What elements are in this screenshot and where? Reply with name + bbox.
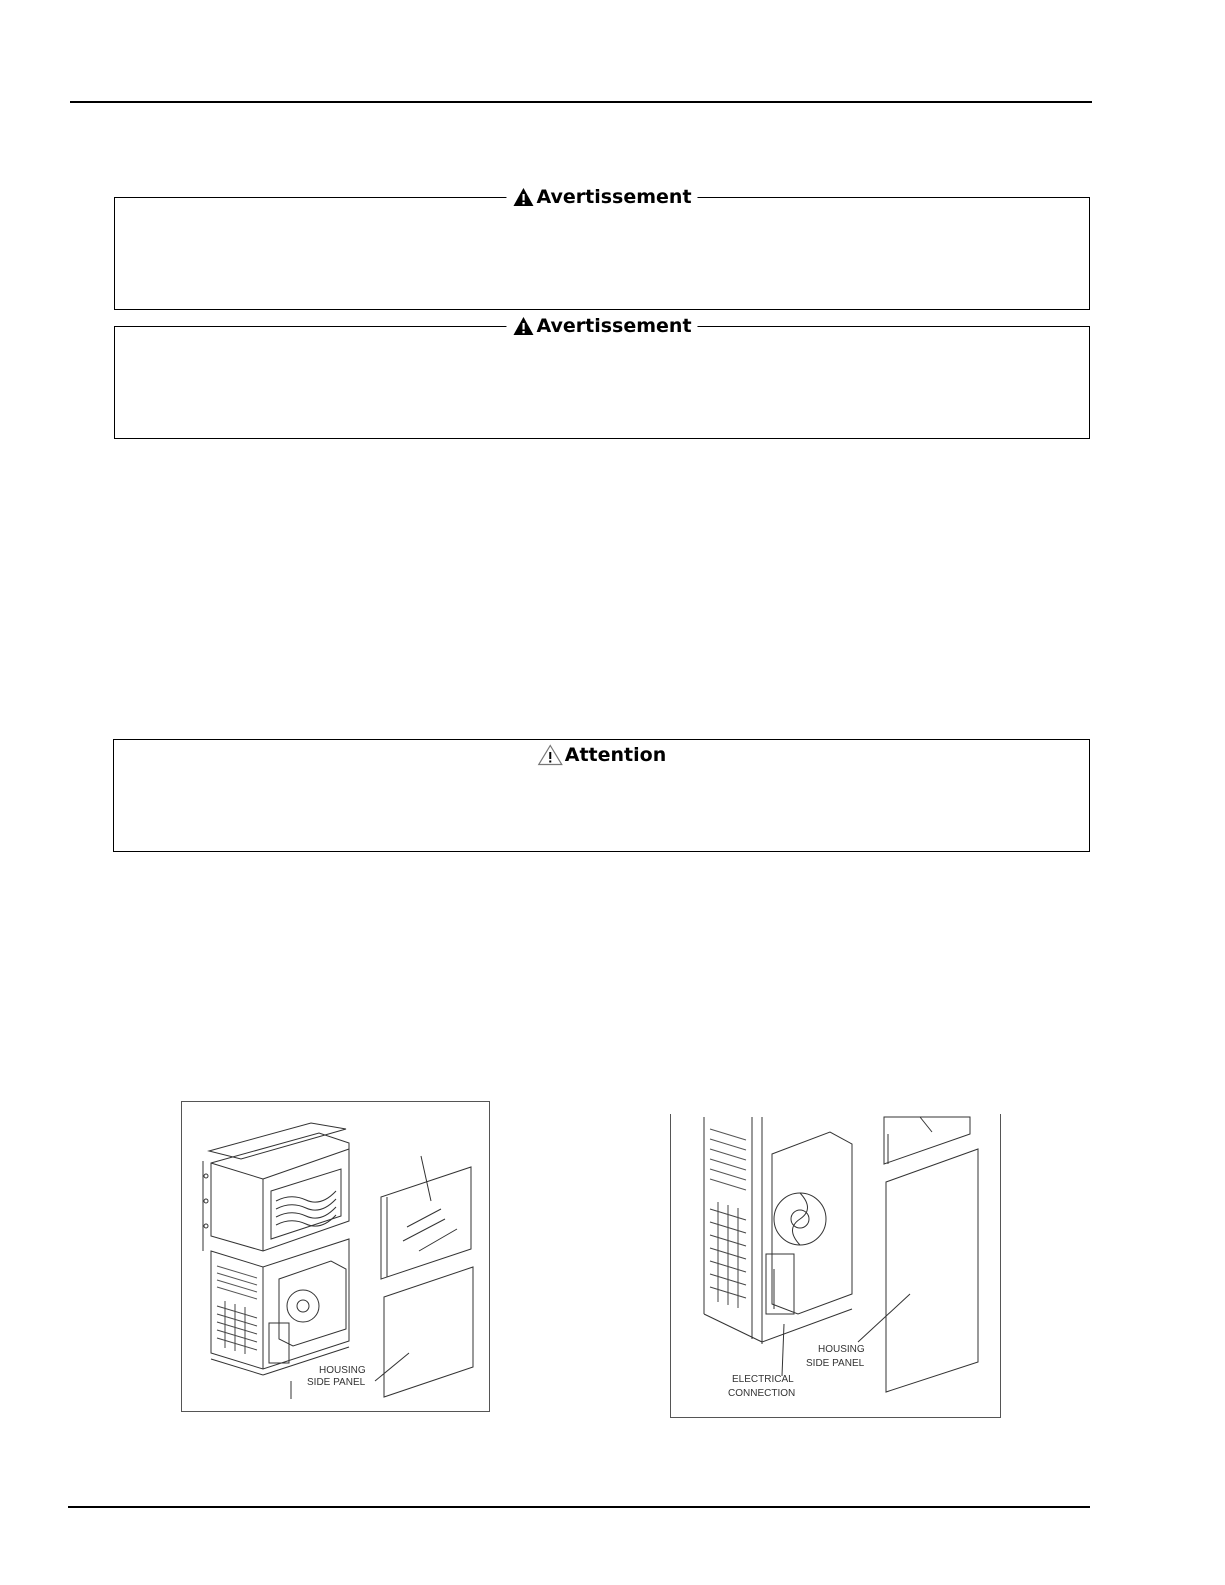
warning-title-2	[506, 313, 697, 339]
figure-unit-detail	[670, 1114, 1001, 1418]
right-callout-housing: HOUSING	[818, 1344, 865, 1355]
left-callout-side-panel: SIDE PANEL	[307, 1377, 366, 1388]
warning-box-1	[114, 186, 1090, 310]
right-callout-side-panel: SIDE PANEL	[806, 1358, 865, 1369]
warning-title-text-1: Avertissement	[536, 186, 692, 208]
caution-title-1	[531, 742, 672, 768]
header-rule	[70, 101, 1092, 103]
warning-title-1	[506, 184, 697, 210]
warning-box-2	[114, 315, 1090, 439]
figure-unit-exploded	[181, 1101, 490, 1412]
footer-rule	[68, 1506, 1090, 1508]
warning-title-text-2: Avertissement	[536, 315, 692, 337]
unit-detail-drawing	[670, 1114, 1001, 1418]
warning-filled-icon	[512, 187, 534, 207]
right-callout-connection: CONNECTION	[728, 1388, 796, 1399]
unit-exploded-drawing	[181, 1101, 490, 1412]
left-callout-housing: HOUSING	[319, 1365, 366, 1376]
right-callout-electrical: ELECTRICAL	[732, 1374, 794, 1385]
caution-box-1	[113, 739, 1090, 852]
warning-filled-icon	[512, 316, 534, 336]
caution-title-text-1: Attention	[564, 744, 667, 766]
caution-outline-icon	[537, 744, 563, 766]
